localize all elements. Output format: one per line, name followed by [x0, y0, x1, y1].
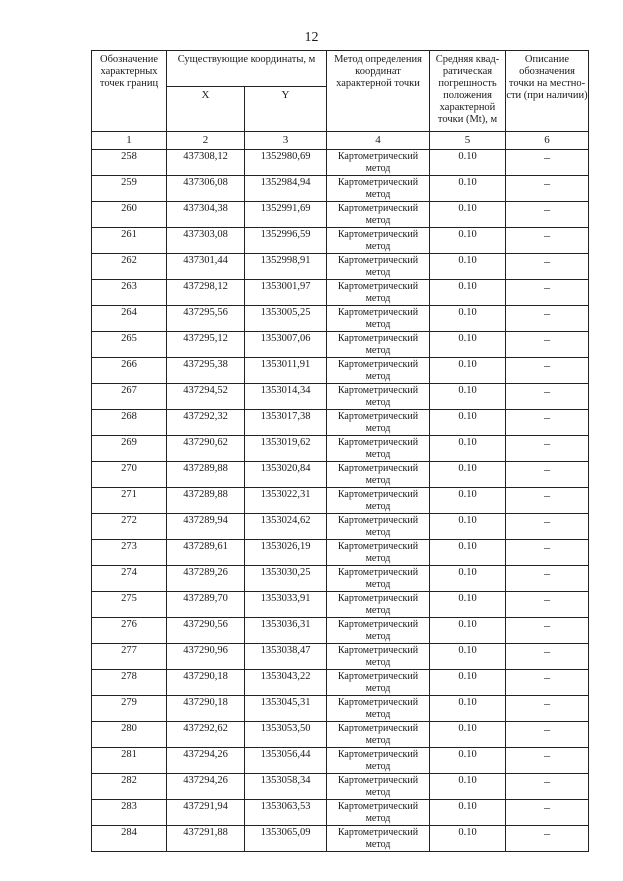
- cell-x: 437291,94: [167, 800, 245, 826]
- cell-method: Картометрический метод: [327, 748, 430, 774]
- cell-y: 1353043,22: [245, 670, 327, 696]
- cell-method: Картометрический метод: [327, 514, 430, 540]
- cell-method: Картометрический метод: [327, 436, 430, 462]
- cell-y: 1353007,06: [245, 332, 327, 358]
- cell-x: 437301,44: [167, 254, 245, 280]
- table-row: [92, 488, 589, 514]
- cell-y: 1353033,91: [245, 592, 327, 618]
- cell-method: Картометрический метод: [327, 462, 430, 488]
- cell-y: 1353005,25: [245, 306, 327, 332]
- cell-y: 1353058,34: [245, 774, 327, 800]
- table-row: [92, 514, 589, 540]
- cell-point: 258: [92, 150, 167, 176]
- header-method: Метод определения координат характерной точки: [327, 51, 430, 132]
- cell-x: 437298,12: [167, 280, 245, 306]
- cell-x: 437295,12: [167, 332, 245, 358]
- cell-point: 260: [92, 202, 167, 228]
- cell-point: 281: [92, 748, 167, 774]
- cell-y: 1353030,25: [245, 566, 327, 592]
- cell-method: Картометрический метод: [327, 306, 430, 332]
- cell-method: Картометрический метод: [327, 358, 430, 384]
- table-row: [92, 826, 589, 852]
- cell-y: 1352984,94: [245, 176, 327, 202]
- header-x: X: [167, 87, 245, 132]
- cell-point: 262: [92, 254, 167, 280]
- cell-method: Картометрический метод: [327, 722, 430, 748]
- table-row: [92, 384, 589, 410]
- table-row: [92, 774, 589, 800]
- cell-y: 1353019,62: [245, 436, 327, 462]
- cell-x: 437289,88: [167, 488, 245, 514]
- cell-x: 437290,18: [167, 670, 245, 696]
- cell-point: 279: [92, 696, 167, 722]
- cell-y: 1353026,19: [245, 540, 327, 566]
- cell-x: 437289,94: [167, 514, 245, 540]
- column-number: 3: [245, 132, 327, 150]
- table-row: [92, 800, 589, 826]
- cell-method: Картометрический метод: [327, 592, 430, 618]
- table-row: [92, 332, 589, 358]
- cell-description: –: [506, 592, 589, 618]
- column-number: 6: [506, 132, 589, 150]
- cell-description: –: [506, 254, 589, 280]
- cell-point: 284: [92, 826, 167, 852]
- cell-accuracy: 0.10: [430, 748, 506, 774]
- cell-point: 268: [92, 410, 167, 436]
- cell-description: –: [506, 202, 589, 228]
- cell-accuracy: 0.10: [430, 722, 506, 748]
- cell-point: 273: [92, 540, 167, 566]
- table-row: [92, 306, 589, 332]
- cell-description: –: [506, 176, 589, 202]
- cell-point: 272: [92, 514, 167, 540]
- cell-description: –: [506, 800, 589, 826]
- cell-x: 437290,56: [167, 618, 245, 644]
- table-row: [92, 358, 589, 384]
- cell-x: 437292,62: [167, 722, 245, 748]
- cell-point: 278: [92, 670, 167, 696]
- cell-x: 437290,18: [167, 696, 245, 722]
- cell-description: –: [506, 826, 589, 852]
- cell-accuracy: 0.10: [430, 306, 506, 332]
- table-row: [92, 280, 589, 306]
- cell-method: Картометрический метод: [327, 618, 430, 644]
- cell-point: 280: [92, 722, 167, 748]
- cell-method: Картометрический метод: [327, 540, 430, 566]
- column-number: 1: [92, 132, 167, 150]
- cell-description: –: [506, 722, 589, 748]
- cell-y: 1353022,31: [245, 488, 327, 514]
- cell-method: Картометрический метод: [327, 150, 430, 176]
- cell-x: 437306,08: [167, 176, 245, 202]
- cell-accuracy: 0.10: [430, 826, 506, 852]
- cell-method: Картометрический метод: [327, 176, 430, 202]
- cell-accuracy: 0.10: [430, 696, 506, 722]
- cell-description: –: [506, 384, 589, 410]
- cell-accuracy: 0.10: [430, 332, 506, 358]
- header-coords: Существующие координаты, м: [167, 51, 327, 87]
- cell-point: 270: [92, 462, 167, 488]
- cell-accuracy: 0.10: [430, 202, 506, 228]
- table-row: [92, 254, 589, 280]
- cell-accuracy: 0.10: [430, 774, 506, 800]
- cell-y: 1352996,59: [245, 228, 327, 254]
- cell-y: 1353065,09: [245, 826, 327, 852]
- cell-accuracy: 0.10: [430, 670, 506, 696]
- cell-x: 437291,88: [167, 826, 245, 852]
- header-description: Описание обозначения точки на местно-сти (при наличии): [506, 51, 589, 132]
- cell-description: –: [506, 332, 589, 358]
- cell-accuracy: 0.10: [430, 228, 506, 254]
- table-row: [92, 748, 589, 774]
- cell-x: 437303,08: [167, 228, 245, 254]
- cell-description: –: [506, 540, 589, 566]
- cell-y: 1353045,31: [245, 696, 327, 722]
- cell-accuracy: 0.10: [430, 254, 506, 280]
- cell-y: 1353056,44: [245, 748, 327, 774]
- table-row: [92, 202, 589, 228]
- coordinates-table: [91, 50, 589, 852]
- cell-accuracy: 0.10: [430, 462, 506, 488]
- cell-point: 277: [92, 644, 167, 670]
- cell-point: 276: [92, 618, 167, 644]
- cell-y: 1353014,34: [245, 384, 327, 410]
- cell-accuracy: 0.10: [430, 150, 506, 176]
- cell-accuracy: 0.10: [430, 410, 506, 436]
- cell-y: 1353020,84: [245, 462, 327, 488]
- table-row: [92, 462, 589, 488]
- cell-x: 437294,52: [167, 384, 245, 410]
- cell-x: 437290,62: [167, 436, 245, 462]
- cell-point: 275: [92, 592, 167, 618]
- cell-description: –: [506, 670, 589, 696]
- cell-accuracy: 0.10: [430, 280, 506, 306]
- cell-y: 1353017,38: [245, 410, 327, 436]
- cell-accuracy: 0.10: [430, 436, 506, 462]
- cell-method: Картометрический метод: [327, 566, 430, 592]
- cell-description: –: [506, 514, 589, 540]
- column-number: 4: [327, 132, 430, 150]
- cell-description: –: [506, 618, 589, 644]
- cell-method: Картометрический метод: [327, 670, 430, 696]
- cell-y: 1353001,97: [245, 280, 327, 306]
- cell-method: Картометрический метод: [327, 800, 430, 826]
- cell-description: –: [506, 696, 589, 722]
- cell-description: –: [506, 410, 589, 436]
- header-point: Обозначение характерных точек границ: [92, 51, 167, 132]
- cell-point: 261: [92, 228, 167, 254]
- page-number: 12: [304, 30, 319, 45]
- cell-x: 437294,26: [167, 774, 245, 800]
- cell-description: –: [506, 488, 589, 514]
- cell-method: Картометрический метод: [327, 826, 430, 852]
- cell-x: 437290,96: [167, 644, 245, 670]
- cell-x: 437289,88: [167, 462, 245, 488]
- cell-x: 437308,12: [167, 150, 245, 176]
- table-row: [92, 618, 589, 644]
- cell-accuracy: 0.10: [430, 566, 506, 592]
- cell-y: 1353038,47: [245, 644, 327, 670]
- cell-accuracy: 0.10: [430, 800, 506, 826]
- cell-accuracy: 0.10: [430, 540, 506, 566]
- cell-description: –: [506, 644, 589, 670]
- cell-point: 274: [92, 566, 167, 592]
- cell-y: 1353063,53: [245, 800, 327, 826]
- cell-method: Картометрический метод: [327, 644, 430, 670]
- cell-point: 259: [92, 176, 167, 202]
- cell-method: Картометрический метод: [327, 696, 430, 722]
- cell-description: –: [506, 462, 589, 488]
- cell-point: 282: [92, 774, 167, 800]
- cell-y: 1353024,62: [245, 514, 327, 540]
- cell-method: Картометрический метод: [327, 202, 430, 228]
- cell-x: 437292,32: [167, 410, 245, 436]
- cell-point: 271: [92, 488, 167, 514]
- cell-y: 1352980,69: [245, 150, 327, 176]
- table-row: [92, 722, 589, 748]
- cell-description: –: [506, 306, 589, 332]
- cell-x: 437295,56: [167, 306, 245, 332]
- table-row: [92, 644, 589, 670]
- cell-description: –: [506, 774, 589, 800]
- table-row: [92, 228, 589, 254]
- cell-description: –: [506, 280, 589, 306]
- cell-method: Картометрический метод: [327, 774, 430, 800]
- table-row: [92, 540, 589, 566]
- cell-y: 1352998,91: [245, 254, 327, 280]
- table-row: [92, 150, 589, 176]
- cell-method: Картометрический метод: [327, 254, 430, 280]
- cell-method: Картометрический метод: [327, 228, 430, 254]
- cell-x: 437295,38: [167, 358, 245, 384]
- cell-description: –: [506, 436, 589, 462]
- table-row: [92, 592, 589, 618]
- cell-point: 266: [92, 358, 167, 384]
- cell-accuracy: 0.10: [430, 618, 506, 644]
- cell-description: –: [506, 748, 589, 774]
- cell-x: 437289,70: [167, 592, 245, 618]
- cell-method: Картометрический метод: [327, 410, 430, 436]
- cell-point: 265: [92, 332, 167, 358]
- cell-accuracy: 0.10: [430, 488, 506, 514]
- cell-y: 1352991,69: [245, 202, 327, 228]
- cell-method: Картометрический метод: [327, 280, 430, 306]
- header-accuracy: Средняя квад-ратическая погрешность положения характерной точки (Mt), м: [430, 51, 506, 132]
- cell-x: 437289,26: [167, 566, 245, 592]
- table-row: [92, 176, 589, 202]
- cell-method: Картометрический метод: [327, 332, 430, 358]
- column-number: 2: [167, 132, 245, 150]
- table-row: [92, 670, 589, 696]
- cell-method: Картометрический метод: [327, 488, 430, 514]
- table-row: [92, 696, 589, 722]
- cell-point: 269: [92, 436, 167, 462]
- cell-x: 437304,38: [167, 202, 245, 228]
- cell-point: 283: [92, 800, 167, 826]
- cell-accuracy: 0.10: [430, 592, 506, 618]
- cell-description: –: [506, 228, 589, 254]
- cell-description: –: [506, 566, 589, 592]
- cell-description: –: [506, 150, 589, 176]
- header-y: Y: [245, 87, 327, 132]
- cell-accuracy: 0.10: [430, 176, 506, 202]
- table-row: [92, 566, 589, 592]
- cell-point: 267: [92, 384, 167, 410]
- cell-description: –: [506, 358, 589, 384]
- cell-accuracy: 0.10: [430, 358, 506, 384]
- cell-accuracy: 0.10: [430, 514, 506, 540]
- cell-y: 1353036,31: [245, 618, 327, 644]
- table-row: [92, 410, 589, 436]
- cell-x: 437289,61: [167, 540, 245, 566]
- table-row: [92, 436, 589, 462]
- column-number: 5: [430, 132, 506, 150]
- cell-accuracy: 0.10: [430, 384, 506, 410]
- cell-point: 264: [92, 306, 167, 332]
- cell-method: Картометрический метод: [327, 384, 430, 410]
- cell-x: 437294,26: [167, 748, 245, 774]
- cell-y: 1353053,50: [245, 722, 327, 748]
- cell-y: 1353011,91: [245, 358, 327, 384]
- cell-accuracy: 0.10: [430, 644, 506, 670]
- cell-point: 263: [92, 280, 167, 306]
